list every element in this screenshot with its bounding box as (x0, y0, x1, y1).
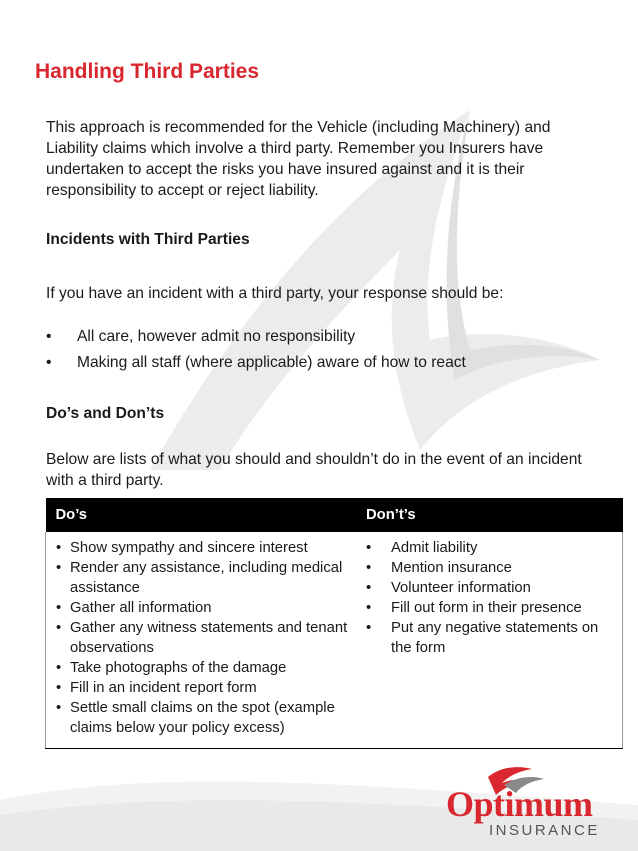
dos-list (54, 538, 352, 738)
list-item: • Gather any witness statements and tenant observations (54, 618, 352, 658)
list-item: • Mention insurance (364, 558, 618, 578)
list-item: • Show sympathy and sincere interest (54, 538, 352, 558)
table-row (46, 532, 623, 749)
list-item: • Settle small claims on the spot (example claims below your policy excess) (54, 698, 352, 738)
list-item: • Put any negative statements on the form (364, 618, 618, 658)
intro-paragraph: This approach is recommended for the Vehicle (including Machinery) and Liability claims which involve a third party. Remember you Insurers have undertaken to accept the risks you have insured against and it is their responsibility to accept or reject liability. (46, 119, 551, 199)
list-item: • Render any assistance, including medical assistance (54, 558, 352, 598)
table-header-donts: Don’t’s (356, 498, 623, 532)
incidents-text: If you have an incident with a third party, your response should be: (46, 285, 504, 302)
list-item: • Making all staff (where applicable) aware of how to react (46, 350, 466, 376)
dos-donts-table (45, 498, 623, 749)
donts-list (364, 538, 618, 658)
logo-subtitle: INSURANCE (489, 822, 600, 839)
list-item: • All care, however admit no responsibility (46, 324, 466, 350)
list-item: • Gather all information (54, 598, 352, 618)
list-item: • Take photographs of the damage (54, 658, 352, 678)
incidents-heading: Incidents with Third Parties (46, 231, 250, 248)
list-item: • Volunteer information (364, 578, 618, 598)
incidents-bullet-list (46, 324, 466, 376)
page-title: Handling Third Parties (35, 60, 260, 83)
list-item: • Fill in an incident report form (54, 678, 352, 698)
logo-wordmark: Optimum (446, 784, 593, 824)
table-header-dos: Do’s (46, 498, 357, 532)
list-item: • Fill out form in their presence (364, 598, 618, 618)
dos-donts-heading: Do’s and Don’ts (46, 405, 165, 422)
dos-donts-text: Below are lists of what you should and shouldn’t do in the event of an incident with a third party. (46, 451, 582, 489)
optimum-logo-icon (440, 765, 610, 840)
dos-cell (46, 532, 357, 749)
donts-cell (356, 532, 623, 749)
list-item: • Admit liability (364, 538, 618, 558)
